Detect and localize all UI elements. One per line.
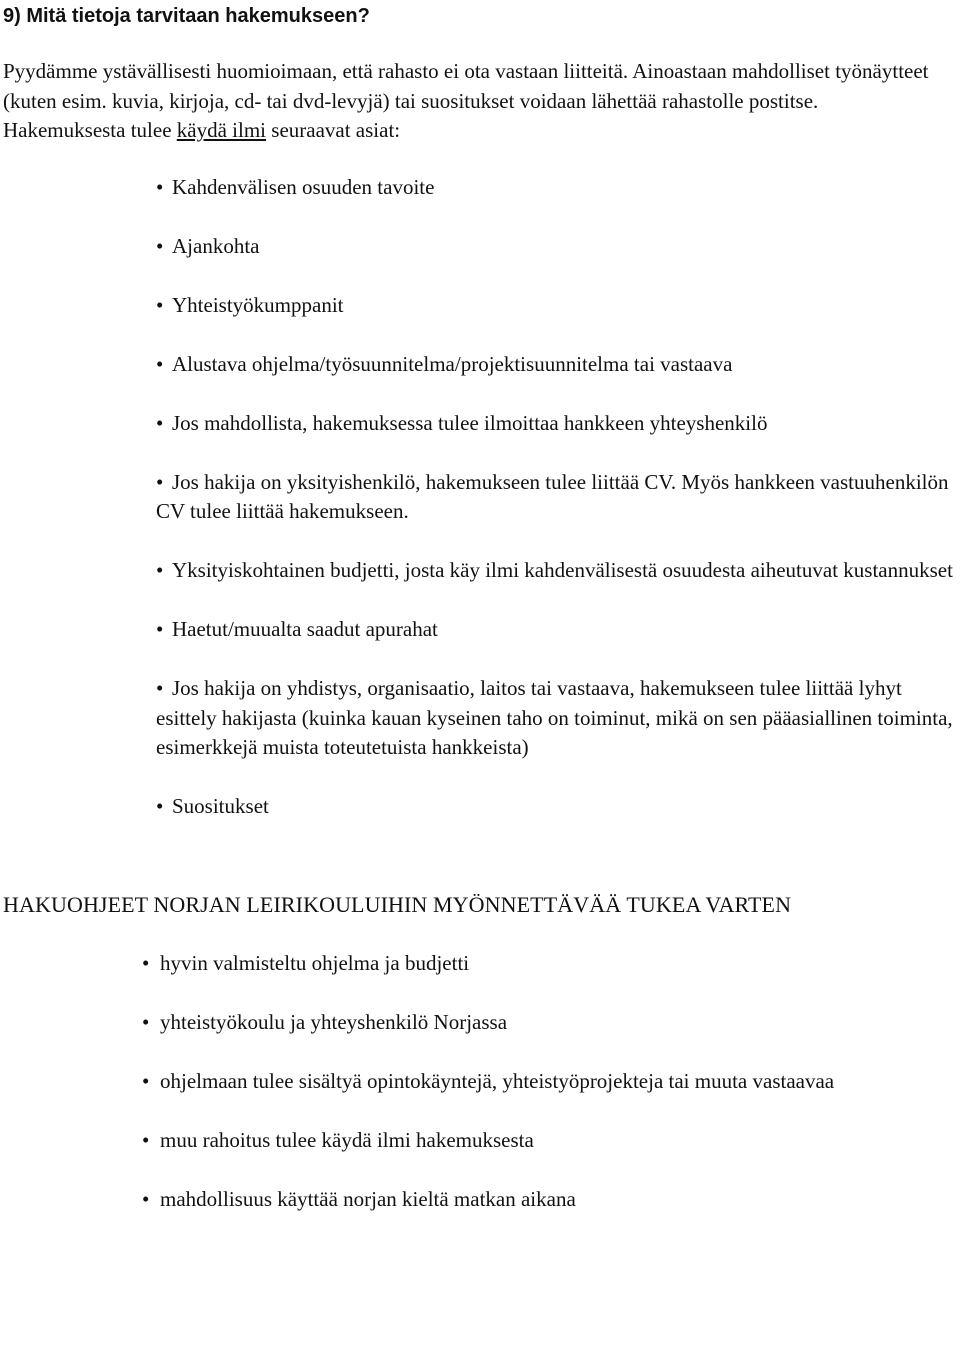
list-item-text: Kahdenvälisen osuuden tavoite: [172, 174, 435, 199]
list-item: [156, 792, 958, 822]
list-item-text: mahdollisuus käyttää norjan kieltä matkan aikana: [160, 1186, 576, 1211]
section-heading: 9) Mitä tietoja tarvitaan hakemukseen?: [3, 5, 370, 27]
list-item: [156, 291, 958, 321]
bullet-icon: •: [142, 1127, 150, 1152]
bullet-icon: •: [156, 676, 164, 700]
list-item-text: Ajankohta: [172, 233, 260, 258]
bullet-icon: •: [156, 351, 164, 376]
list-item-text: hyvin valmisteltu ohjelma ja budjetti: [160, 950, 470, 975]
list-item: [156, 674, 958, 763]
intro-paragraph: Pyydämme ystävällisesti huomioimaan, että rahasto ei ota vastaan liitteitä. Ainoastaan mahdolliset työnäytteet (kuten esim. kuvia, kirjoja, cd- tai dvd-levyjä) tai suositukset voidaan lähettää rahastolle postitse.: [3, 59, 929, 113]
bullet-icon: •: [142, 1186, 150, 1211]
list-item-text: Jos hakija on yhdistys, organisaatio, laitos tai vastaava, hakemukseen tulee liittää lyhyt esittely hakijasta (kuinka kauan kyseinen taho on toiminut, mikä on sen pääasiallinen toiminta, esimerkkejä muista toteutetuista hankkeista): [156, 676, 953, 759]
bullet-icon: •: [156, 617, 164, 641]
bullet-icon: •: [156, 292, 164, 317]
requirements-list: [3, 173, 958, 822]
section-title: HAKUOHJEET NORJAN LEIRIKOULUIHIN MYÖNNETTÄVÄÄ TUKEA VARTEN: [3, 891, 792, 917]
bullet-icon: •: [156, 174, 164, 199]
list-item: [156, 468, 958, 527]
requirements-intro-after: seuraavat asiat:: [266, 118, 401, 142]
bullet-icon: •: [142, 950, 150, 975]
list-item-text: Haetut/muualta saadut apurahat: [172, 617, 438, 641]
list-item: [142, 1126, 958, 1156]
list-item: [142, 1067, 958, 1097]
bullet-icon: •: [142, 1009, 150, 1034]
requirements-intro-underlined: käydä ilmi: [176, 118, 267, 142]
list-item-text: Suositukset: [172, 794, 269, 818]
list-item-text: Alustava ohjelma/työsuunnitelma/projektisuunnitelma tai vastaava: [172, 351, 733, 376]
bullet-icon: •: [156, 469, 164, 494]
list-item: [142, 1185, 958, 1215]
list-item: [156, 556, 958, 586]
bullet-icon: •: [142, 1068, 150, 1093]
list-item: [142, 1008, 958, 1038]
list-item: [156, 409, 958, 439]
list-item: [156, 615, 958, 645]
bullet-icon: •: [156, 233, 164, 258]
bullet-icon: •: [156, 794, 164, 818]
list-item: [156, 350, 958, 380]
list-item-text: Jos hakija on yksityishenkilö, hakemukseen tulee liittää CV. Myös hankkeen vastuuhenkilön CV tulee liittää hakemukseen.: [156, 469, 949, 523]
bullet-icon: •: [156, 558, 164, 582]
list-item-text: Jos mahdollista, hakemuksessa tulee ilmoittaa hankkeen yhteyshenkilö: [172, 410, 768, 435]
bullet-icon: •: [156, 410, 164, 435]
list-item-text: ohjelmaan tulee sisältyä opintokäyntejä, yhteistyöprojekteja tai muuta vastaavaa: [160, 1068, 835, 1093]
list-item-text: Yksityiskohtainen budjetti, josta käy ilmi kahdenvälisestä osuudesta aiheutuvat kustannukset: [172, 558, 953, 582]
requirements-intro-before: Hakemuksesta tulee: [3, 118, 177, 142]
requirements-intro: [3, 116, 958, 146]
list-item-text: Yhteistyökumppanit: [172, 292, 344, 317]
list-item: [156, 173, 958, 203]
camp-school-list: [3, 949, 958, 1215]
list-item: [156, 232, 958, 262]
list-item-text: yhteistyökoulu ja yhteyshenkilö Norjassa: [160, 1009, 508, 1034]
list-item-text: muu rahoitus tulee käydä ilmi hakemuksesta: [160, 1127, 534, 1152]
document: [3, 0, 958, 1214]
list-item: [142, 949, 958, 979]
